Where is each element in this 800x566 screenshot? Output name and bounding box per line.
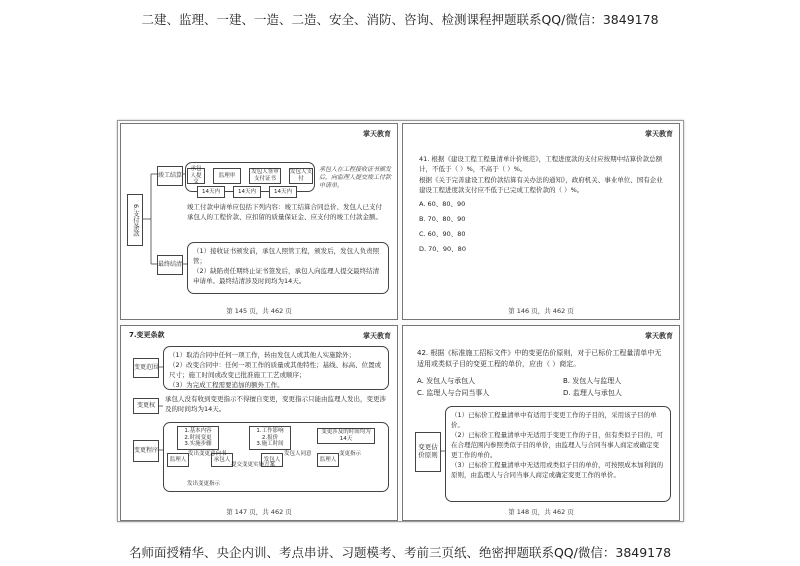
completion-settlement-label: 竣工结算: [157, 166, 183, 186]
option-a: A. 60、80、90: [419, 200, 466, 208]
scanned-sheet: [117, 120, 684, 522]
notice-item-2: 2.时间变更: [184, 434, 212, 441]
change-scope-item-2: （2）改变合同中：任何一项工作的质量或其他特性；基线、标高、位置或尺寸；施工时间或改变已批准施工工艺或顺序；: [169, 361, 382, 380]
change-scope-item-1: （1）取消合同中任何一项工作，转由发包人或其他人实施除外；: [169, 351, 356, 359]
brand-logo: 掌天教育: [363, 332, 391, 340]
page-number: 第 148 页，共 462 页: [508, 508, 574, 516]
brand-logo: 掌天教育: [645, 332, 673, 340]
change-scope-item-3: （3）为完成工程需要追加的额外工作。: [169, 381, 284, 390]
question-41-part-1: 41. 根据《建设工程工程量清单计价规范》，工程进度款的支付应按期中结算价款总额计，不低于（ ）%，不高于（ ）%。: [419, 155, 663, 174]
proposal-item-2: 2.报价: [261, 434, 279, 441]
notice-contents: [177, 426, 219, 450]
change-scope-box: [163, 346, 389, 390]
final-settlement-item-2: （2）缺陷责任期终止证书签发后，承包人向监理人提交最终结清申请单。最终结清涉及时间均为14天。: [193, 267, 380, 286]
page-number: 第 145 页，共 462 页: [226, 307, 292, 315]
handwritten-note: 承包人在工程接收证书颁发后，向监理人提交竣工付款申请单。: [319, 166, 392, 189]
valuation-principle-label: 变更估价原则: [415, 432, 441, 472]
flow-days-3: 14天内: [269, 186, 297, 198]
procedure-time-note: 变更涉及的时间均为14天: [317, 428, 375, 444]
page-147-panel: [120, 325, 398, 521]
option-c: C. 监理人与合同当事人: [417, 389, 490, 397]
option-d: D. 70、90、80: [419, 245, 466, 253]
proposal-contents: [249, 426, 291, 450]
section-title: 7.变更条款: [129, 331, 165, 339]
change-right-text: 承包人没有收到变更指示不得擅自变更，变更指示只能由监理人发出，变更涉及的时间均为14天。: [165, 395, 386, 414]
page-145-panel: [120, 123, 398, 320]
reply-label: 发出变更指示: [187, 481, 221, 487]
final-settlement-label: 最终结清: [157, 255, 183, 275]
change-procedure-label: 变更程序: [133, 440, 159, 462]
option-b: B. 发包人与监理人: [563, 377, 622, 385]
payment-terms-label: 6.支付条款: [127, 194, 143, 246]
page-146-panel: [402, 123, 680, 320]
notice-item-3: 3.实施步骤: [184, 441, 212, 448]
flow-step-4: 发包人支付: [290, 169, 313, 182]
option-d: D. 监理人与承包人: [563, 389, 622, 397]
arrow-label-2: 提交变更实施方案: [231, 462, 276, 468]
notice-item-1: 1.基本内容: [184, 428, 212, 435]
flow-step-2: 监理审: [213, 168, 241, 184]
node-employer: 发包人: [261, 453, 283, 467]
option-c: C. 60、90、80: [419, 230, 466, 238]
proposal-item-1: 1.工作影响: [256, 428, 284, 435]
bottom-banner: 名师面授精华、央企内训、考点串讲、习题模考、考前三页纸、绝密押题联系QQ/微信：3849178: [128, 545, 672, 560]
final-settlement-box: [187, 242, 389, 294]
completion-application-text: 竣工付款申请单应包括下列内容：竣工结算合同总价、发包人已支付承包人的工程价款、应扣留的质量保证金、应支付的竣工付款金额。: [187, 203, 382, 222]
proposal-item-3: 3.施工时间: [256, 441, 284, 448]
top-banner: 二建、监理、一建、一造、二造、安全、消防、咨询、检测课程押题联系QQ/微信：3849178: [141, 12, 659, 27]
flow-step-1: 承包人提交: [187, 168, 205, 184]
node-contractor: 承包人: [211, 453, 233, 467]
question-41-part-2: 根据《关于完善建设工程价款结算有关办法的通知》，政府机关、事业单位、国有企业建设工程进度款支付应不低于已完成工程价款的（ ）%。: [419, 176, 663, 195]
principle-3: （3）已标价工程量清单中无适用或类似子目的单价，可按照成本加利润的原则，由监理人与合同当事人商定或确定变更工作的单价。: [451, 461, 664, 480]
flow-step-3: 发包人签审支付证书: [249, 168, 281, 184]
arrow-label-4: 变更指示: [339, 451, 362, 457]
option-a: A. 发包人与承包人: [417, 377, 476, 385]
page-number: 第 147 页，共 462 页: [226, 508, 292, 516]
page-148-panel: [402, 325, 680, 521]
change-right-label: 变更权: [133, 398, 159, 414]
final-settlement-item-1: （1）接收证书颁发前，承包人照管工程，颁发后，发包人负责照管；: [193, 247, 380, 266]
change-scope-label: 变更范围: [133, 358, 159, 378]
page-number: 第 146 页，共 462 页: [508, 307, 574, 315]
brand-logo: 掌天教育: [363, 130, 391, 138]
principle-2: （2）已标价工程量清单中无适用于变更工作的子目，但有类似子目的，可在合理范围内参照类似子目的单价，由监理人与合同当事人商定或确定变更工作的单价。: [451, 431, 664, 460]
flow-days-2: 14天内: [233, 186, 261, 198]
arrow-label-3: 发包人同意: [284, 451, 312, 457]
principle-1: （1）已标价工程量清单中有适用于变更工作的子目的，采用该子目的单价。: [451, 411, 657, 430]
node-supervisor-2: 监理人: [317, 453, 339, 467]
brand-logo: 掌天教育: [645, 130, 673, 138]
arrow-label-1: 发出变更意向书: [188, 451, 227, 457]
valuation-principle-box: [445, 406, 671, 502]
node-supervisor-1: 监理人: [167, 453, 189, 467]
flow-days-1: 14天内: [197, 186, 225, 198]
option-b: B. 70、80、90: [419, 215, 466, 223]
question-42: 42. 根据《标准施工招标文件》中的变更估价原则，对于已标价工程量清单中无适用或类似子目的变更工程的单价，应由（ ）商定。: [417, 349, 662, 369]
